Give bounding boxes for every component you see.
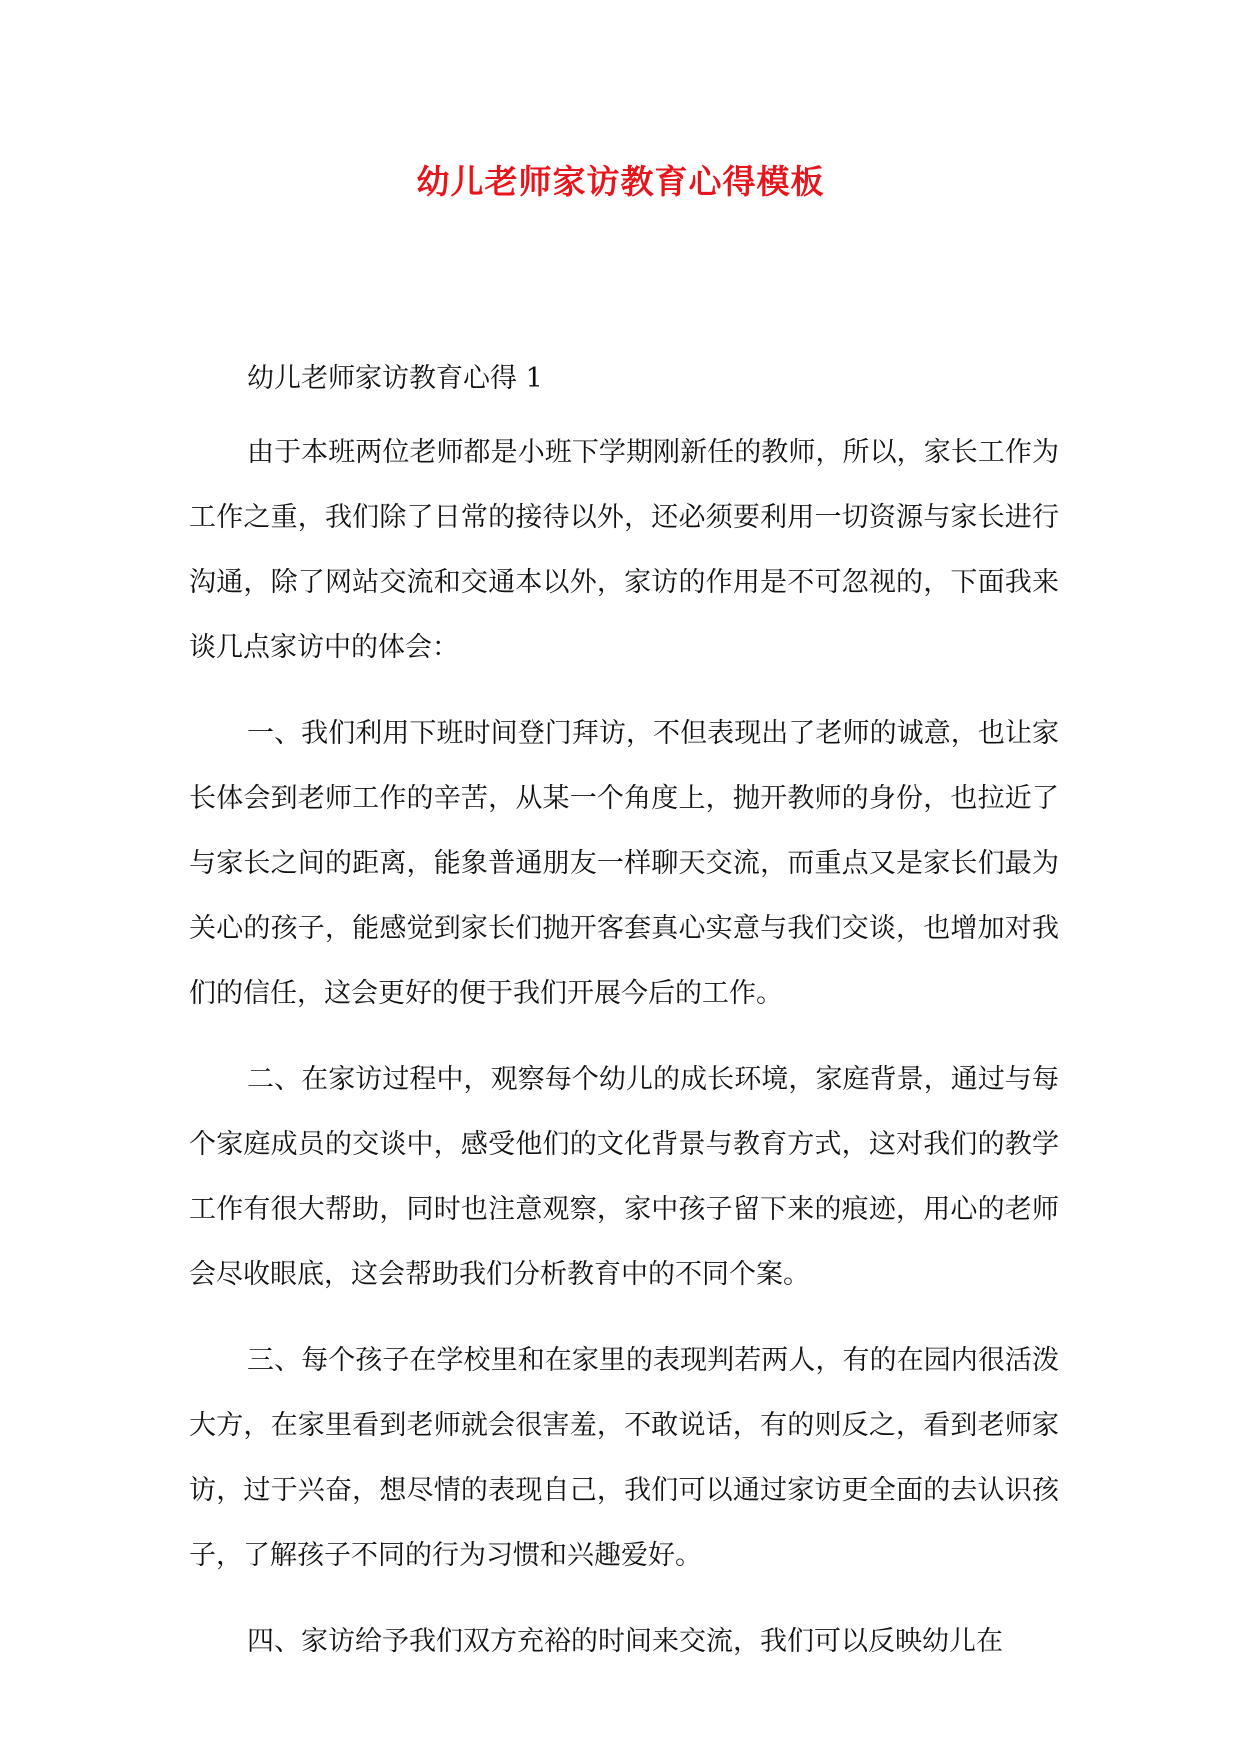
document-title: 幼儿老师家访教育心得模板: [416, 162, 825, 201]
paragraph-point-1: 一、我们利用下班时间登门拜访，不但表现出了老师的诚意，也让家长体会到老师工作的辛苦，从某一个角度上，抛开教师的身份，也拉近了与家长之间的距离，能象普通朋友一样聊天交流，而重点又是家长们最为关心的孩子，能感觉到家长们抛开客套真心实意与我们交谈，也增加对我们的信任，这会更好的便于我们开展今后的工作。: [189, 718, 1059, 1009]
document-body: [189, 357, 1059, 1674]
paragraph-point-3: 三、每个孩子在学校里和在家里的表现判若两人，有的在园内很活泼大方，在家里看到老师就会很害羞，不敢说话，有的则反之，看到老师家访，过于兴奋，想尽情的表现自己，我们可以通过家访更全面的去认识孩子，了解孩子不同的行为习惯和兴趣爱好。: [189, 1345, 1059, 1571]
paragraph-point-4: 四、家访给予我们双方充裕的时间来交流，我们可以反映幼儿在: [247, 1626, 1003, 1657]
paragraph-intro: 由于本班两位老师都是小班下学期刚新任的教师，所以，家长工作为工作之重，我们除了日常的接待以外，还必须要利用一切资源与家长进行沟通，除了网站交流和交通本以外，家访的作用是不可忽视的，下面我来谈几点家访中的体会：: [189, 437, 1059, 663]
paragraph-point-2: 二、在家访过程中，观察每个幼儿的成长环境，家庭背景，通过与每个家庭成员的交谈中，感受他们的文化背景与教育方式，这对我们的教学工作有很大帮助，同时也注意观察，家中孩子留下来的痕迹，用心的老师会尽收眼底，这会帮助我们分析教育中的不同个案。: [189, 1064, 1059, 1290]
section-heading: 幼儿老师家访教育心得 1: [247, 363, 543, 394]
